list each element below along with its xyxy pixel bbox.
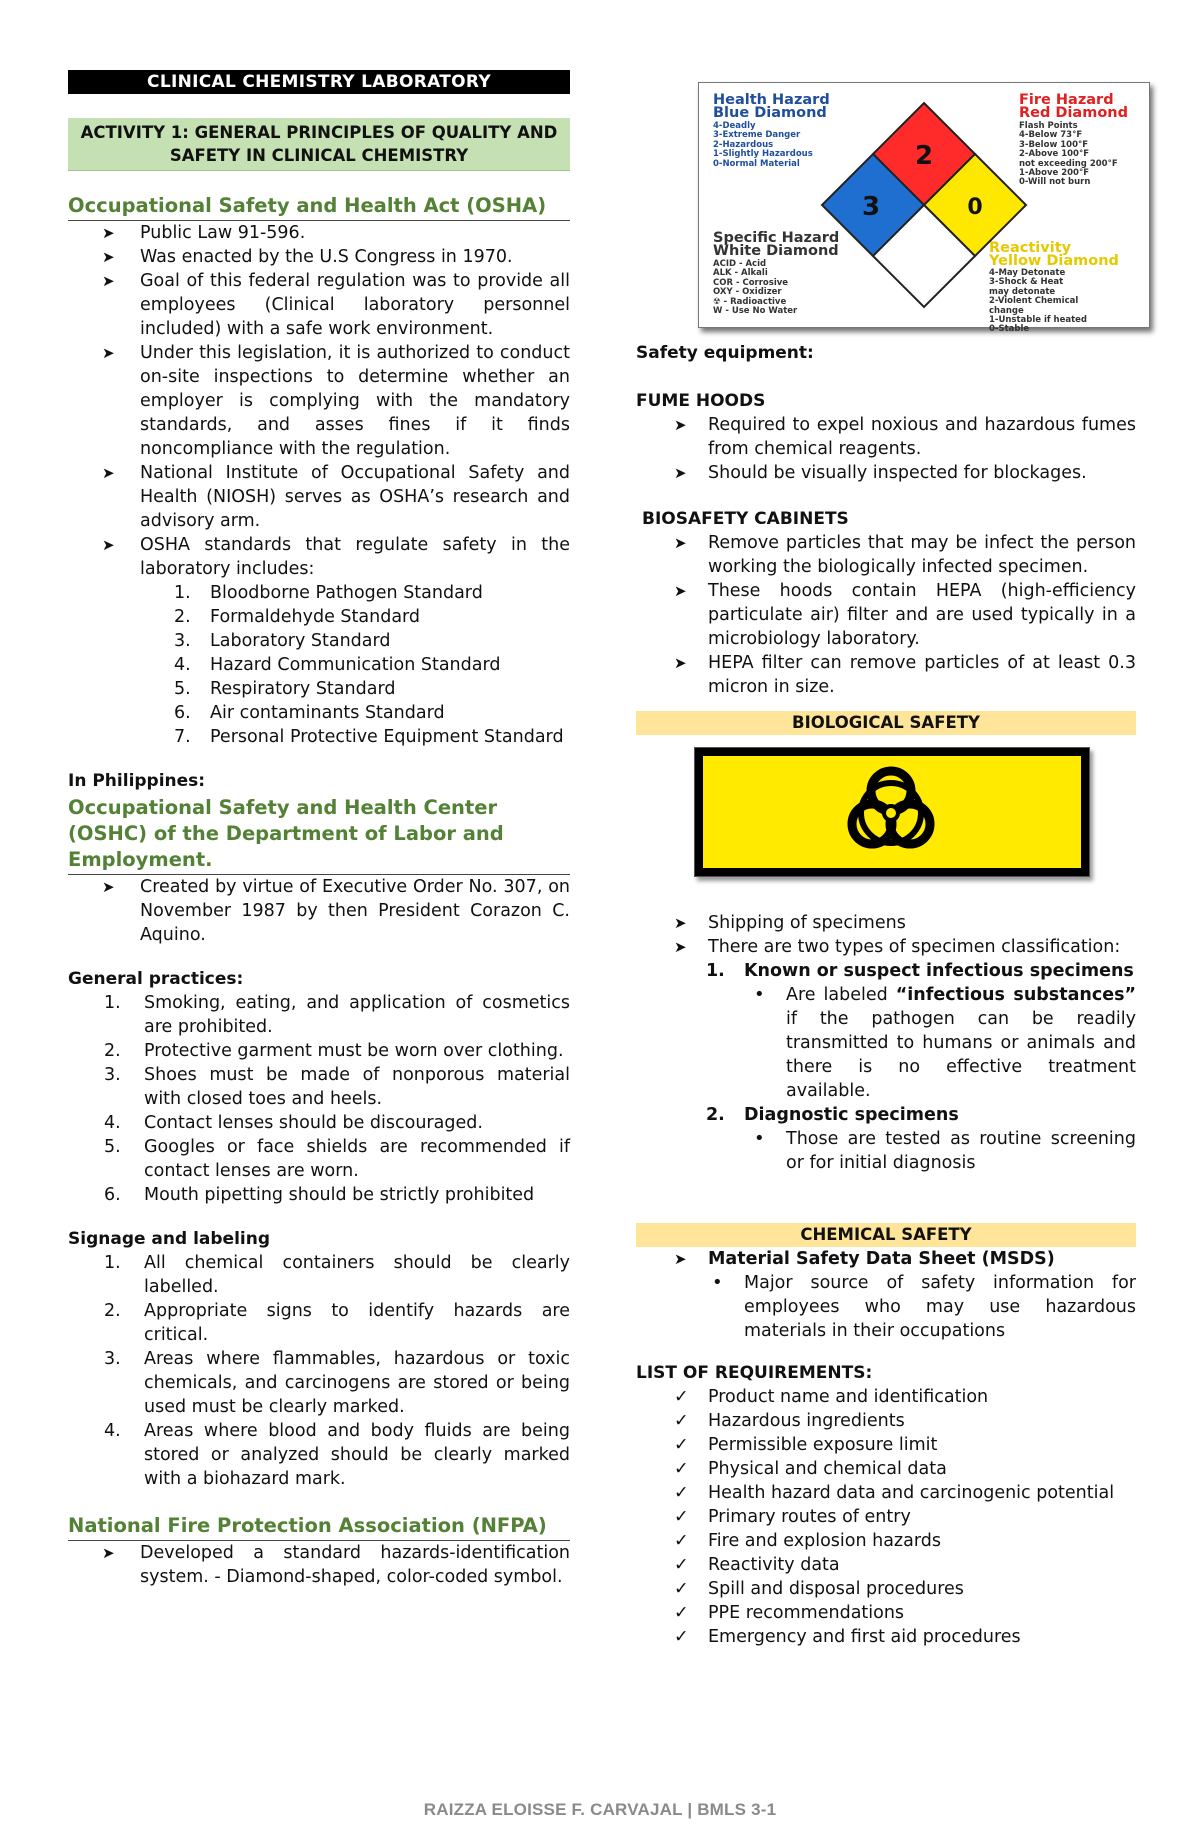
chemical-safety-header: CHEMICAL SAFETY bbox=[636, 1223, 1136, 1247]
general-practices-list bbox=[68, 991, 570, 1207]
biological-safety-list bbox=[636, 911, 1136, 959]
list-item: ➤ Public Law 91-596. bbox=[68, 221, 570, 245]
reactivity-value: 0 bbox=[967, 195, 983, 220]
list-item: 2. Appropriate signs to identify hazards are critical. bbox=[104, 1301, 570, 1345]
msds-desc bbox=[636, 1271, 1136, 1343]
specimen-types-list bbox=[636, 959, 1136, 983]
signage-list bbox=[68, 1251, 570, 1491]
list-item: ➤ Required to expel noxious and hazardous fumes from chemical reagents. bbox=[636, 413, 1136, 461]
reactivity-levels: 4-May Detonate 3-Shock & Heat may detonate 2-Violent Chemical change 1-Unstable if heated 0-Stable bbox=[989, 268, 1088, 335]
safety-equipment-label: Safety equipment: bbox=[636, 343, 814, 363]
list-item: ✓ Emergency and first aid procedures bbox=[636, 1625, 1136, 1649]
general-practices-label: General practices: bbox=[68, 969, 244, 989]
list-item: 2. Protective garment must be worn over clothing. bbox=[104, 1041, 564, 1061]
specific-levels: ACID - Acid ALK - Alkali COR - Corrosive OXY - Oxidizer ☢ - Radioactive W - Use No Water bbox=[713, 259, 798, 317]
fume-hoods-list bbox=[636, 413, 1136, 485]
health-value: 3 bbox=[861, 192, 881, 222]
list-item: ➤ Was enacted by the U.S Congress in 1970. bbox=[68, 245, 570, 269]
list-item: 1. Known or suspect infectious specimens bbox=[706, 961, 1134, 981]
biohazard-sign bbox=[694, 747, 1090, 877]
list-item: ➤ HEPA filter can remove particles of at least 0.3 micron in size. bbox=[636, 651, 1136, 699]
list-item: ➤ These hoods contain HEPA (high-efficiency particulate air) filter and are used typically in a microbiology laboratory. bbox=[636, 579, 1136, 651]
list-item: ➤ Should be visually inspected for blockages. bbox=[636, 461, 1136, 485]
list-item: ➤ Developed a standard hazards-identification system. - Diamond-shaped, color-coded symbol. bbox=[68, 1541, 570, 1589]
list-item: 4. Contact lenses should be discouraged. bbox=[104, 1113, 483, 1133]
fire-value: 2 bbox=[914, 141, 934, 171]
list-item: 1. Bloodborne Pathogen Standard bbox=[174, 583, 483, 603]
list-item: 4. Areas where blood and body fluids are being stored or analyzed should be clearly marked with a biohazard mark. bbox=[104, 1421, 570, 1489]
list-item: ✓ Permissible exposure limit bbox=[636, 1433, 1136, 1457]
biosafety-cabinets-label: BIOSAFETY CABINETS bbox=[642, 509, 849, 529]
signage-label: Signage and labeling bbox=[68, 1229, 271, 1249]
biological-safety-header: BIOLOGICAL SAFETY bbox=[636, 711, 1136, 735]
list-item: ➤ Material Safety Data Sheet (MSDS) bbox=[636, 1247, 1136, 1271]
list-item: ➤ National Institute of Occupational Safety and Health (NIOSH) serves as OSHA’s research and advisory arm. bbox=[68, 461, 570, 533]
list-item: 2. Formaldehyde Standard bbox=[174, 607, 421, 627]
nfpa-list bbox=[68, 1541, 570, 1589]
osha-list bbox=[68, 221, 570, 581]
list-item: ➤ There are two types of specimen classification: bbox=[636, 935, 1136, 959]
list-item: ➤ Shipping of specimens bbox=[636, 911, 1136, 935]
list-item: ✓ Physical and chemical data bbox=[636, 1457, 1136, 1481]
specimen-types-list-2 bbox=[636, 1103, 1136, 1127]
osha-standards-list bbox=[68, 581, 570, 749]
fire-hazard-title: Fire Hazard bbox=[1019, 92, 1114, 108]
activity-title: ACTIVITY 1: GENERAL PRINCIPLES OF QUALITY AND SAFETY IN CLINICAL CHEMISTRY bbox=[68, 118, 570, 171]
requirements-list bbox=[636, 1385, 1136, 1649]
list-item: 3. Areas where flammables, hazardous or toxic chemicals, and carcinogens are stored or being used must be clearly marked. bbox=[104, 1349, 570, 1417]
list-item: ✓ Reactivity data bbox=[636, 1553, 1136, 1577]
health-levels: 4-Deadly 3-Extreme Danger 2-Hazardous 1-Slightly Hazardous 0-Normal Material bbox=[713, 121, 813, 169]
oshc-title: Occupational Safety and Health Center (OSHC) of the Department of Labor and Employment. bbox=[68, 795, 570, 875]
list-item: ✓ Health hazard data and carcinogenic potential bbox=[636, 1481, 1136, 1505]
biosafety-list bbox=[636, 531, 1136, 699]
page-footer: RAIZZA ELOISSE F. CARVAJAL | BMLS 3-1 bbox=[423, 1800, 777, 1819]
list-item: • Are labeled “infectious substances” if the pathogen can be readily transmitted to humans or animals and there is no effective treatment available. bbox=[636, 983, 1136, 1103]
list-item: 6. Air contaminants Standard bbox=[174, 703, 445, 723]
red-diamond-title: Red Diamond bbox=[1019, 105, 1128, 121]
list-item: 5. Respiratory Standard bbox=[174, 679, 396, 699]
specimen-type-1-desc bbox=[636, 983, 1136, 1103]
yellow-diamond-title: Yellow Diamond bbox=[989, 253, 1119, 269]
list-item: 1. Smoking, eating, and application of cosmetics are prohibited. bbox=[104, 993, 570, 1037]
fume-hoods-label: FUME HOODS bbox=[636, 391, 766, 411]
biohazard-icon bbox=[703, 756, 1079, 866]
list-item: ➤ Created by virtue of Executive Order No. 307, on November 1987 by then President Corazon C. Aquino. bbox=[68, 875, 570, 947]
msds-list bbox=[636, 1247, 1136, 1271]
blue-diamond-title: Blue Diamond bbox=[713, 105, 827, 121]
list-item: ✓ Spill and disposal procedures bbox=[636, 1577, 1136, 1601]
list-item: 2. Diagnostic specimens bbox=[706, 1105, 959, 1125]
philippines-label: In Philippines: bbox=[68, 771, 206, 791]
right-column bbox=[636, 82, 1136, 1649]
course-header: CLINICAL CHEMISTRY LABORATORY bbox=[68, 70, 570, 94]
list-item: ✓ Hazardous ingredients bbox=[636, 1409, 1136, 1433]
list-item: 5. Googles or face shields are recommended if contact lenses are worn. bbox=[104, 1137, 570, 1181]
nfpa-diamond-icon bbox=[699, 83, 1149, 327]
requirements-label: LIST OF REQUIREMENTS: bbox=[636, 1363, 873, 1383]
reactivity-title: Reactivity bbox=[989, 240, 1072, 256]
list-item: ✓ Product name and identification bbox=[636, 1385, 1136, 1409]
list-item: ✓ PPE recommendations bbox=[636, 1601, 1136, 1625]
list-item: 7. Personal Protective Equipment Standard bbox=[174, 727, 564, 747]
nfpa-title: National Fire Protection Association (NFPA) bbox=[68, 1513, 570, 1541]
specimen-type-2-desc bbox=[636, 1127, 1136, 1175]
left-column bbox=[68, 70, 570, 1589]
list-item: 3. Laboratory Standard bbox=[174, 631, 391, 651]
list-item: ➤ Under this legislation, it is authorized to conduct on-site inspections to determine whether an employer is complying with the mandatory standards, and asses fines if it finds noncompliance with the regulation. bbox=[68, 341, 570, 461]
fire-levels: Flash Points 4-Below 73°F 3-Below 100°F 2-Above 100°F not exceeding 200°F 1-Above 200°F 0-Will not burn bbox=[1019, 121, 1118, 188]
list-item: 1. All chemical containers should be clearly labelled. bbox=[104, 1253, 570, 1297]
list-item: 6. Mouth pipetting should be strictly prohibited bbox=[104, 1185, 535, 1205]
list-item: • Major source of safety information for employees who may use hazardous materials in their occupations bbox=[636, 1271, 1136, 1343]
list-item: ✓ Fire and explosion hazards bbox=[636, 1529, 1136, 1553]
nfpa-diamond-figure bbox=[698, 82, 1150, 335]
list-item: ✓ Primary routes of entry bbox=[636, 1505, 1136, 1529]
white-diamond-title: White Diamond bbox=[713, 243, 839, 259]
oshc-list bbox=[68, 875, 570, 947]
health-hazard-title: Health Hazard bbox=[713, 92, 830, 108]
list-item: 4. Hazard Communication Standard bbox=[174, 655, 501, 675]
list-item: ➤ OSHA standards that regulate safety in the laboratory includes: bbox=[68, 533, 570, 581]
list-item: ➤ Goal of this federal regulation was to provide all employees (Clinical laboratory personnel included) with a safe work environment. bbox=[68, 269, 570, 341]
list-item: • Those are tested as routine screening or for initial diagnosis bbox=[636, 1127, 1136, 1175]
specific-hazard-title: Specific Hazard bbox=[713, 230, 840, 246]
osha-title: Occupational Safety and Health Act (OSHA) bbox=[68, 193, 570, 221]
list-item: ➤ Remove particles that may be infect the person working the biologically infected specimen. bbox=[636, 531, 1136, 579]
list-item: 3. Shoes must be made of nonporous material with closed toes and heels. bbox=[104, 1065, 570, 1109]
